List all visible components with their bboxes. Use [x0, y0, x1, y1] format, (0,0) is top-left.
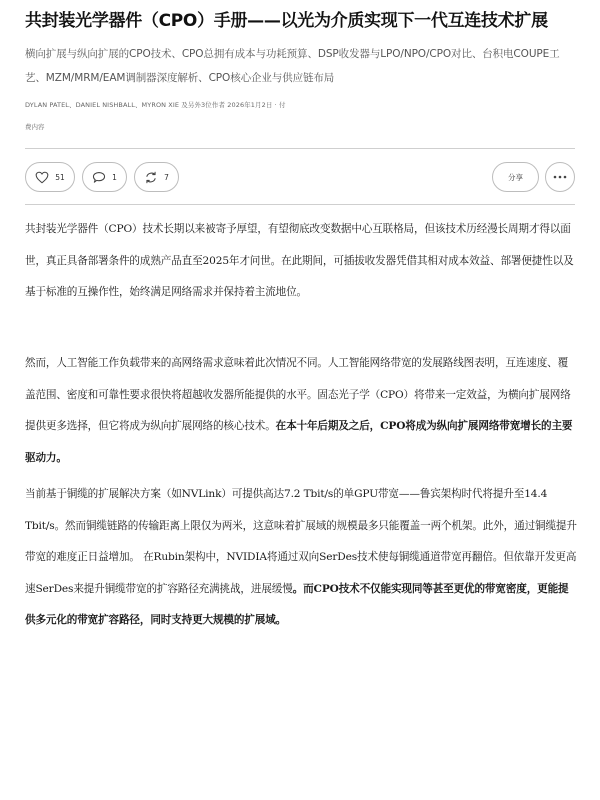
actions-divider	[25, 204, 575, 205]
ellipsis-icon	[553, 175, 567, 179]
share-label: 分享	[508, 172, 523, 182]
heart-icon	[35, 171, 49, 184]
paragraph-text	[25, 479, 577, 637]
paragraph-text-normal: 然而，人工智能工作负载带来的高网络需求意味着此次情况不同。人工智能网络带宽的发展路线图表明，互连速度、覆盖范围、密度和可靠性要求很快将超越收发器所能提供的水平。固态光子学（CPO）将带来一定效益，为横向扩展网络提供更多选择，但它将成为纵向扩展网络的核心技术。	[25, 357, 571, 432]
like-count: 51	[55, 172, 65, 182]
article-paragraph-2	[25, 348, 577, 474]
share-button[interactable]	[492, 162, 539, 192]
restack-button[interactable]	[134, 162, 179, 192]
restack-count: 7	[164, 172, 169, 182]
top-divider	[25, 148, 575, 149]
paragraph-text-bold: 。而CPO技术不仅能实现同等甚至更优的带宽密度，更能提供多元化的带宽扩容路径，同时支持更大规模的扩展域。	[25, 582, 569, 626]
comment-count: 1	[112, 172, 117, 182]
more-options-button[interactable]	[545, 162, 575, 192]
comment-button[interactable]	[82, 162, 127, 192]
paragraph-text: 共封装光学器件（CPO）技术长期以来被寄予厚望，有望彻底改变数据中心互联格局，但该技术历经漫长周期才得以面世，真正具备部署条件的成熟产品直至2025年才问世。在此期间，可插拔收发器凭借其相对成本效益、部署便捷性以及基于标准的互操作性，始终满足网络需求并保持着主流地位。	[25, 223, 574, 298]
paragraph-text-bold: 在本十年后期及之后，CPO将成为纵向扩展网络带宽增长的主要驱动力。	[25, 420, 573, 464]
comment-bubble-icon	[92, 171, 106, 184]
article-paragraph-1	[25, 214, 577, 309]
like-button[interactable]	[25, 162, 75, 192]
byline[interactable]: DYLAN PATEL、DANIEL NISHBALL、MYRON XIE 及另外3位作者 2026年1月2日 · 付	[25, 101, 286, 109]
paragraph-text	[25, 348, 577, 474]
paid-content-label: 费内容	[25, 123, 45, 131]
page-subtitle: 横向扩展与纵向扩展的CPO技术、CPO总拥有成本与功耗预算、DSP收发器与LPO/NPO/CPO对比、台积电COUPE工艺、MZM/MRM/EAM调制器深度解析、CPO核心企业与供应链布局	[25, 48, 560, 84]
restack-icon	[144, 171, 158, 184]
paragraph-text-normal: 当前基于铜缆的扩展解决方案（如NVLink）可提供高达7.2 Tbit/s的单GPU带宽——鲁宾架构时代将提升至14.4 Tbit/s。然而铜缆链路的传输距离上限仅为两米，这意味着扩展域的规模最多只能覆盖一两个机架。此外，通过铜缆提升带宽的难度正日益增加。 在Rubin架构中，NVIDIA将通过双向SerDes技术使每铜缆通道带宽再翻倍。但依靠开发更高速SerDes来提升铜缆带宽的扩容路径充满挑战，进展缓慢	[25, 488, 577, 595]
page-title: 共封装光学器件（CPO）手册——以光为介质实现下一代互连技术扩展	[25, 11, 548, 31]
article-paragraph-3	[25, 479, 577, 637]
